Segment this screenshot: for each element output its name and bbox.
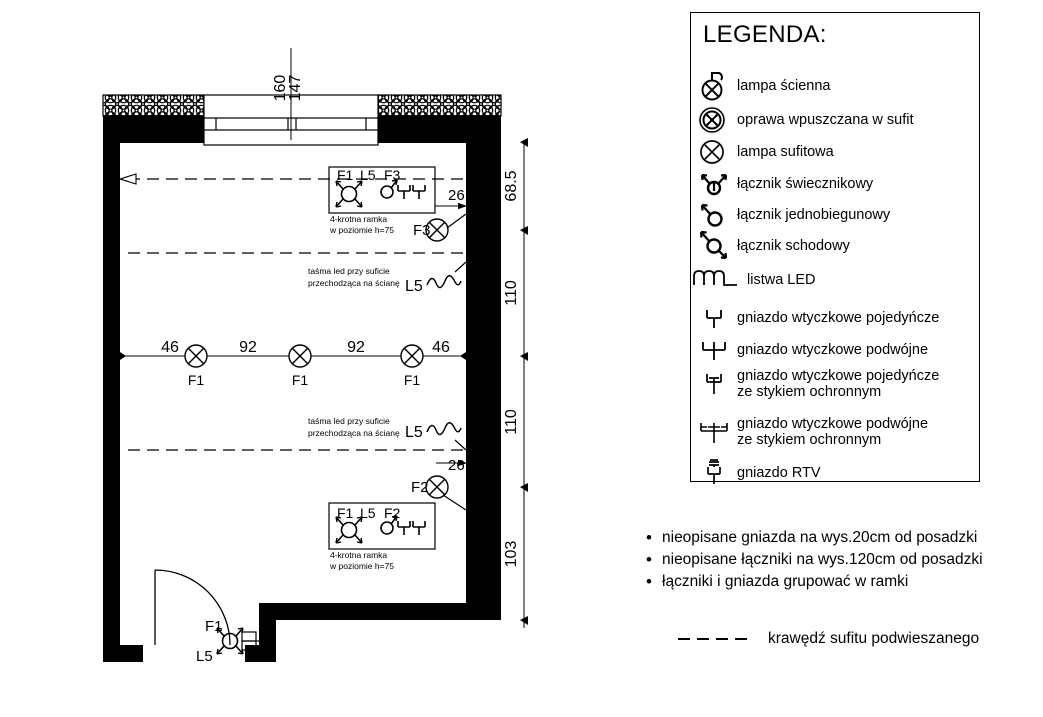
legend-label-0: lampa ścienna xyxy=(737,78,831,94)
wall-lamp-top[interactable] xyxy=(413,187,466,241)
insulation-left xyxy=(103,95,204,116)
led-strip-symbol-upper xyxy=(427,276,461,288)
frame-note-bottom-2: w poziomie h=75 xyxy=(330,561,395,571)
frame-note-top-1: 4-krotna ramka xyxy=(330,214,388,224)
led-leader-upper xyxy=(455,262,466,272)
top-wall-right xyxy=(378,116,501,143)
legend-label-7: gniazdo wtyczkowe pojedyńcze xyxy=(737,310,940,326)
dim-160: 160 xyxy=(272,74,289,102)
ceiling-edge-legend xyxy=(676,630,979,648)
dim-26-top: 26 xyxy=(448,187,465,204)
legend-row-double-socket-earth xyxy=(691,416,979,448)
note-item xyxy=(636,572,1036,592)
ceiling-lamp-icon xyxy=(691,137,737,167)
legend-row-led-strip xyxy=(691,269,979,291)
single-socket-icon xyxy=(691,305,737,331)
legend-row-rtv-socket xyxy=(691,458,979,488)
note-text-0: nieopisane gniazda na wys.20cm od posadzki xyxy=(662,529,978,546)
dim-68-5: 68.5 xyxy=(503,170,520,202)
frame-note-top-2: w poziomie h=75 xyxy=(330,225,395,235)
ceiling-lamp-3[interactable] xyxy=(401,345,423,388)
dim-92-a: 92 xyxy=(239,339,257,356)
led-strip-icon xyxy=(691,269,747,291)
label-F1-bottom: F1 xyxy=(337,505,354,521)
legend-label-8: gniazdo wtyczkowe podwójne xyxy=(737,342,929,358)
suspended-ceiling-edges xyxy=(128,179,466,450)
left-wall xyxy=(103,116,120,662)
bottom-wall-left xyxy=(103,645,143,662)
dim-46-right: 46 xyxy=(432,339,450,356)
label-F1-lamp-1: F1 xyxy=(187,372,205,388)
dashed-line-icon xyxy=(676,632,754,646)
dim-26-bottom: 26 xyxy=(448,457,465,474)
legend-row-two-way-switch xyxy=(691,230,979,262)
legend-label-1: oprawa wpuszczana w sufit xyxy=(737,112,914,128)
bullet-icon: • xyxy=(646,550,652,569)
led-strip-symbol-lower xyxy=(427,423,461,435)
led-note-upper xyxy=(308,262,466,295)
legend-row-double-socket xyxy=(691,337,979,363)
rtv-socket-icon xyxy=(691,458,737,488)
insulation-right xyxy=(378,95,501,116)
legend-label-11: gniazdo RTV xyxy=(737,465,821,481)
label-F3-lamp: F3 xyxy=(413,222,431,239)
legend-row-ceiling-lamp xyxy=(691,137,979,167)
label-F1-lamp-2: F1 xyxy=(291,372,309,388)
chandelier-switch-top[interactable] xyxy=(336,181,362,207)
dim-110-b: 110 xyxy=(503,409,520,435)
legend-row-chandelier-switch xyxy=(691,169,979,199)
legend-label-6: listwa LED xyxy=(747,272,816,288)
double-socket-earth-icon xyxy=(691,417,737,447)
frame-note-bottom-1: 4-krotna ramka xyxy=(330,550,388,560)
legend-row-recessed xyxy=(691,105,979,135)
dim-110-a: 110 xyxy=(503,280,520,306)
door-switch-box-1 xyxy=(242,632,256,641)
label-F1-top: F1 xyxy=(337,167,354,183)
legend-label-9b: ze stykiem ochronnym xyxy=(737,384,882,400)
led-note-lower-1: taśma led przy suficie xyxy=(308,416,390,426)
legend-label-10: gniazdo wtyczkowe podwójne xyxy=(737,416,929,432)
dim-147: 147 xyxy=(287,74,304,102)
double-socket-icon xyxy=(691,337,737,363)
note-text-1: nieopisane łączniki na wys.120cm od posadzki xyxy=(662,551,983,568)
label-F3-top: F3 xyxy=(384,167,401,183)
legend-label-5: łącznik schodowy xyxy=(737,238,850,254)
legend-title: LEGENDA: xyxy=(703,21,827,48)
dim-103: 103 xyxy=(503,540,520,568)
led-note-upper-2: przechodząca na ścianę xyxy=(308,278,400,288)
led-note-upper-1: taśma led przy suficie xyxy=(308,266,390,276)
bottom-wall-door-jamb xyxy=(245,645,276,662)
bullet-icon: • xyxy=(646,528,652,547)
label-L5-door: L5 xyxy=(196,648,213,665)
note-item xyxy=(636,528,1036,548)
right-wall xyxy=(466,143,501,620)
ceiling-lamp-2[interactable] xyxy=(289,345,311,388)
single-pole-switch-icon xyxy=(691,200,737,230)
legend-label-10b: ze stykiem ochronnym xyxy=(737,432,882,448)
recessed-luminaire-icon xyxy=(691,105,737,135)
legend-label-2: lampa sufitowa xyxy=(737,144,834,160)
lamp-leader-bottom xyxy=(443,495,466,510)
label-F1-door: F1 xyxy=(205,618,223,635)
ceiling-edge-label: krawędź sufitu podwieszanego xyxy=(768,630,980,647)
right-dimension-chain xyxy=(503,138,528,628)
note-item xyxy=(636,550,1036,570)
legend-row-wall-lamp xyxy=(691,69,979,103)
two-way-switch-icon xyxy=(691,230,737,262)
dim-tick-right xyxy=(460,352,466,360)
wall-lamp-bottom[interactable] xyxy=(411,457,466,510)
bullet-icon: • xyxy=(646,572,652,591)
ceiling-lamp-row xyxy=(120,339,466,388)
note-text-2: łączniki i gniazda grupować w ramki xyxy=(662,573,909,590)
notes-list xyxy=(636,528,1036,594)
ceiling-edge-arrow xyxy=(120,174,136,184)
legend-row-single-socket xyxy=(691,305,979,331)
label-F2-lamp: F2 xyxy=(411,479,429,496)
switch-group-bottom[interactable] xyxy=(329,503,435,549)
ceiling-lamp-1[interactable] xyxy=(185,345,207,388)
chandelier-switch-icon xyxy=(691,169,737,199)
led-label-lower: L5 xyxy=(405,424,423,441)
legend-row-single-pole-switch xyxy=(691,200,979,230)
single-socket-earth-icon xyxy=(691,369,737,399)
led-note-lower xyxy=(308,416,466,450)
led-note-lower-2: przechodząca na ścianę xyxy=(308,428,400,438)
double-socket-top[interactable] xyxy=(398,185,425,199)
bottom-wall-right xyxy=(259,603,501,620)
dim-92-b: 92 xyxy=(347,339,365,356)
legend-label-4: łącznik jednobiegunowy xyxy=(737,207,891,223)
legend-box xyxy=(690,12,980,482)
dim-46-left: 46 xyxy=(161,339,179,356)
lamp-leader-top xyxy=(447,214,466,228)
label-F2-switch: F2 xyxy=(384,505,401,521)
legend-label-3: łącznik świecznikowy xyxy=(737,176,874,192)
wall-lamp-icon xyxy=(691,69,737,103)
label-L5-bottom: L5 xyxy=(360,505,376,521)
legend-row-single-socket-earth xyxy=(691,368,979,400)
double-socket-bottom[interactable] xyxy=(398,521,425,535)
dim-tick-left xyxy=(120,352,126,360)
label-L5-top: L5 xyxy=(360,167,376,183)
led-leader-lower xyxy=(455,440,466,450)
switch-group-top[interactable] xyxy=(329,167,435,213)
led-label-upper: L5 xyxy=(405,278,423,295)
label-F1-lamp-3: F1 xyxy=(403,372,421,388)
legend-label-9: gniazdo wtyczkowe pojedyńcze xyxy=(737,368,940,384)
